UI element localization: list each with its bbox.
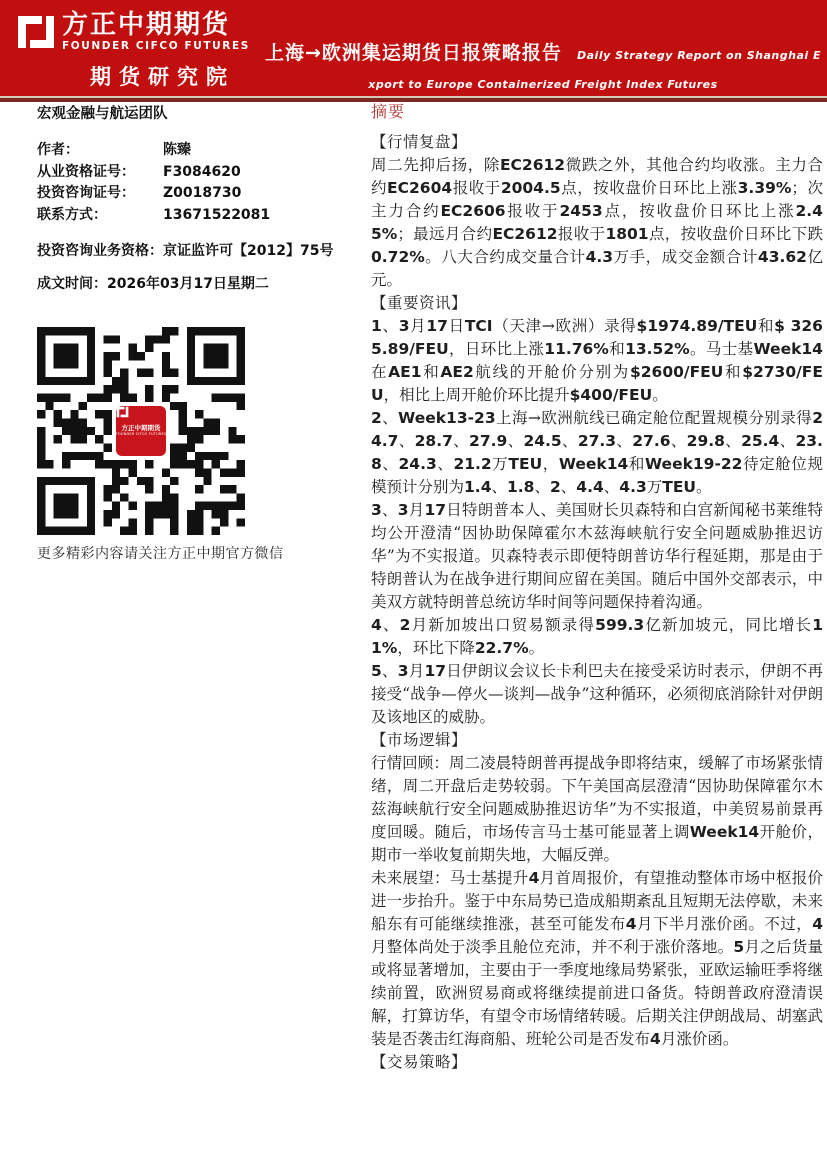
team-name: 宏观金融与航运团队 [37,105,168,122]
author-fields [37,140,355,226]
written-time-line: 成文时间：2026年03月17日星期二 [37,276,269,292]
section-paragraph: 周二先抑后扬，除EC2612微跌之外，其他合约均收涨。主力合约EC2604报收于2004.5点，按收盘价日环比上涨3.39%；次主力合约EC2606报收于2453点，按收盘价日环比上涨2.45%；最远月合约EC2612报收于1801点，按收盘价日环比下跌0.72%。八大合约成交量合计4.3万手，成交金额合计43.62亿元。 [371,156,823,289]
section-heading: 【市场逻辑】 [371,731,468,749]
institute-name: 期货研究院 [90,65,235,89]
section-heading: 【重要资讯】 [371,294,468,312]
section-paragraph: 3、3月17日特朗普本人、美国财长贝森特和白宫新闻秘书莱维特均公开澄清“因协助保障霍尔木兹海峡航行安全问题威胁推迟访华”为不实报道。贝森特表示即便特朗普访华行程延期，那是由于特朗普认为在战争进行期间应留在美国。随后中国外交部表示，中美双方就特朗普总统访华时间等问题保持着沟通。 [371,501,823,611]
section-paragraph: 未来展望：马士基提升4月首周报价，有望推动整体市场中枢报价进一步抬升。鉴于中东局势已造成船期紊乱且短期无法停歇，未来船东有可能继续推涨，甚至可能发布4月下半月涨价函。不过，4月整体尚处于淡季且舱位充沛，并不利于涨价落地。5月之后货量或将显著增加，主要由于一季度地缘局势紧张，亚欧运输旺季将继续前置，欧洲贸易商或将继续提前进口备货。特朗普政府澄清误解，打算访华，有望令市场情绪转暖。后期关注伊朗战局、胡塞武装是否袭击红海商船、班轮公司是否发布4月涨价函。 [371,869,823,1048]
field-value: 13671522081 [163,206,271,223]
field-value: 陈臻 [163,142,191,158]
field-value: Z0018730 [163,185,242,201]
summary-blocks [371,131,823,1074]
section-paragraph: 5、3月17日伊朗议会议长卡利巴夫在接受采访时表示，伊朗不再接受“战争—停火—谈判—战争”这种循环，必须彻底消除针对伊朗及该地区的威胁。 [371,662,823,726]
author-field-row [37,205,355,227]
report-title-en: Daily Strategy Report on Shanghai Export to Europe Containerized Freight Index Futures [368,49,822,91]
report-title-cn: 上海→欧洲集运期货日报策略报告 [264,42,562,64]
field-value: F3084620 [163,163,241,180]
wechat-qr [37,327,245,535]
section-paragraph: 1、3月17日TCI（天津→欧洲）录得$1974.89/TEU和$ 3265.89/FEU，日环比上涨11.76%和13.52%。马士基Week14在AE1和AE2航线的开舱价分别为$2600/FEU和$2730/FEU，相比上周开舱价环比提升$400/FEU。 [371,317,823,404]
qualification-line: 投资咨询业务资格：京证监许可【2012】75号 [37,243,334,259]
founder-mini-logo-icon [116,406,129,418]
section-paragraph: 行情回顾：周二凌晨特朗普再提战争即将结束，缓解了市场紧张情绪，周二开盘后走势较弱。下午美国高层澄清“因协助保障霍尔木兹海峡航行安全问题威胁推迟访华”为不实报道，中美贸易前景再度回暖。随后，市场传言马士基可能显著上调Week14开舱价，期市一举收复前期失地，大幅反弹。 [371,754,823,864]
qr-caption: 更多精彩内容请关注方正中期官方微信 [37,546,284,562]
brand-name-en: FOUNDER CIFCO FUTURES [62,40,250,52]
brand-logo [16,10,250,91]
section-heading: 【交易策略】 [371,1053,468,1071]
report-title-block [263,40,823,98]
brand-name-cn: 方正中期期货 [62,10,231,40]
field-label: 从业资格证号： [37,163,135,180]
section-heading: 【行情复盘】 [371,133,468,151]
summary-title: 摘要 [371,102,406,121]
qr-logo-brand-cn: 方正中期期货 [121,424,161,432]
author-field-row [37,162,355,184]
founder-logo-icon [16,14,56,50]
section-paragraph: 4、2月新加坡出口贸易额录得599.3亿新加坡元，同比增长11%，环比下降22.7%。 [371,616,823,657]
section-paragraph: 2、Week13-23上海→欧洲航线已确定舱位配置规模分别录得24.7、28.7、27.9、24.5、27.3、27.6、29.8、25.4、23.8、24.3、21.2万TEU，Week14和Week19-22待定舱位规模预计分别为1.4、1.8、2、4.4、4.3万TEU。 [371,409,823,496]
field-label: 投资咨询证号： [37,185,135,201]
author-field-row [37,140,355,162]
brand-text-block [62,10,250,91]
field-label: 作者： [37,142,79,158]
author-field-row [37,183,355,205]
qr-logo-brand-en: FOUNDER CIFCO FUTURES [115,432,167,436]
summary-column [371,99,823,1074]
qr-center-logo [112,402,170,460]
field-label: 联系方式： [37,206,107,223]
author-sidebar [37,102,355,563]
